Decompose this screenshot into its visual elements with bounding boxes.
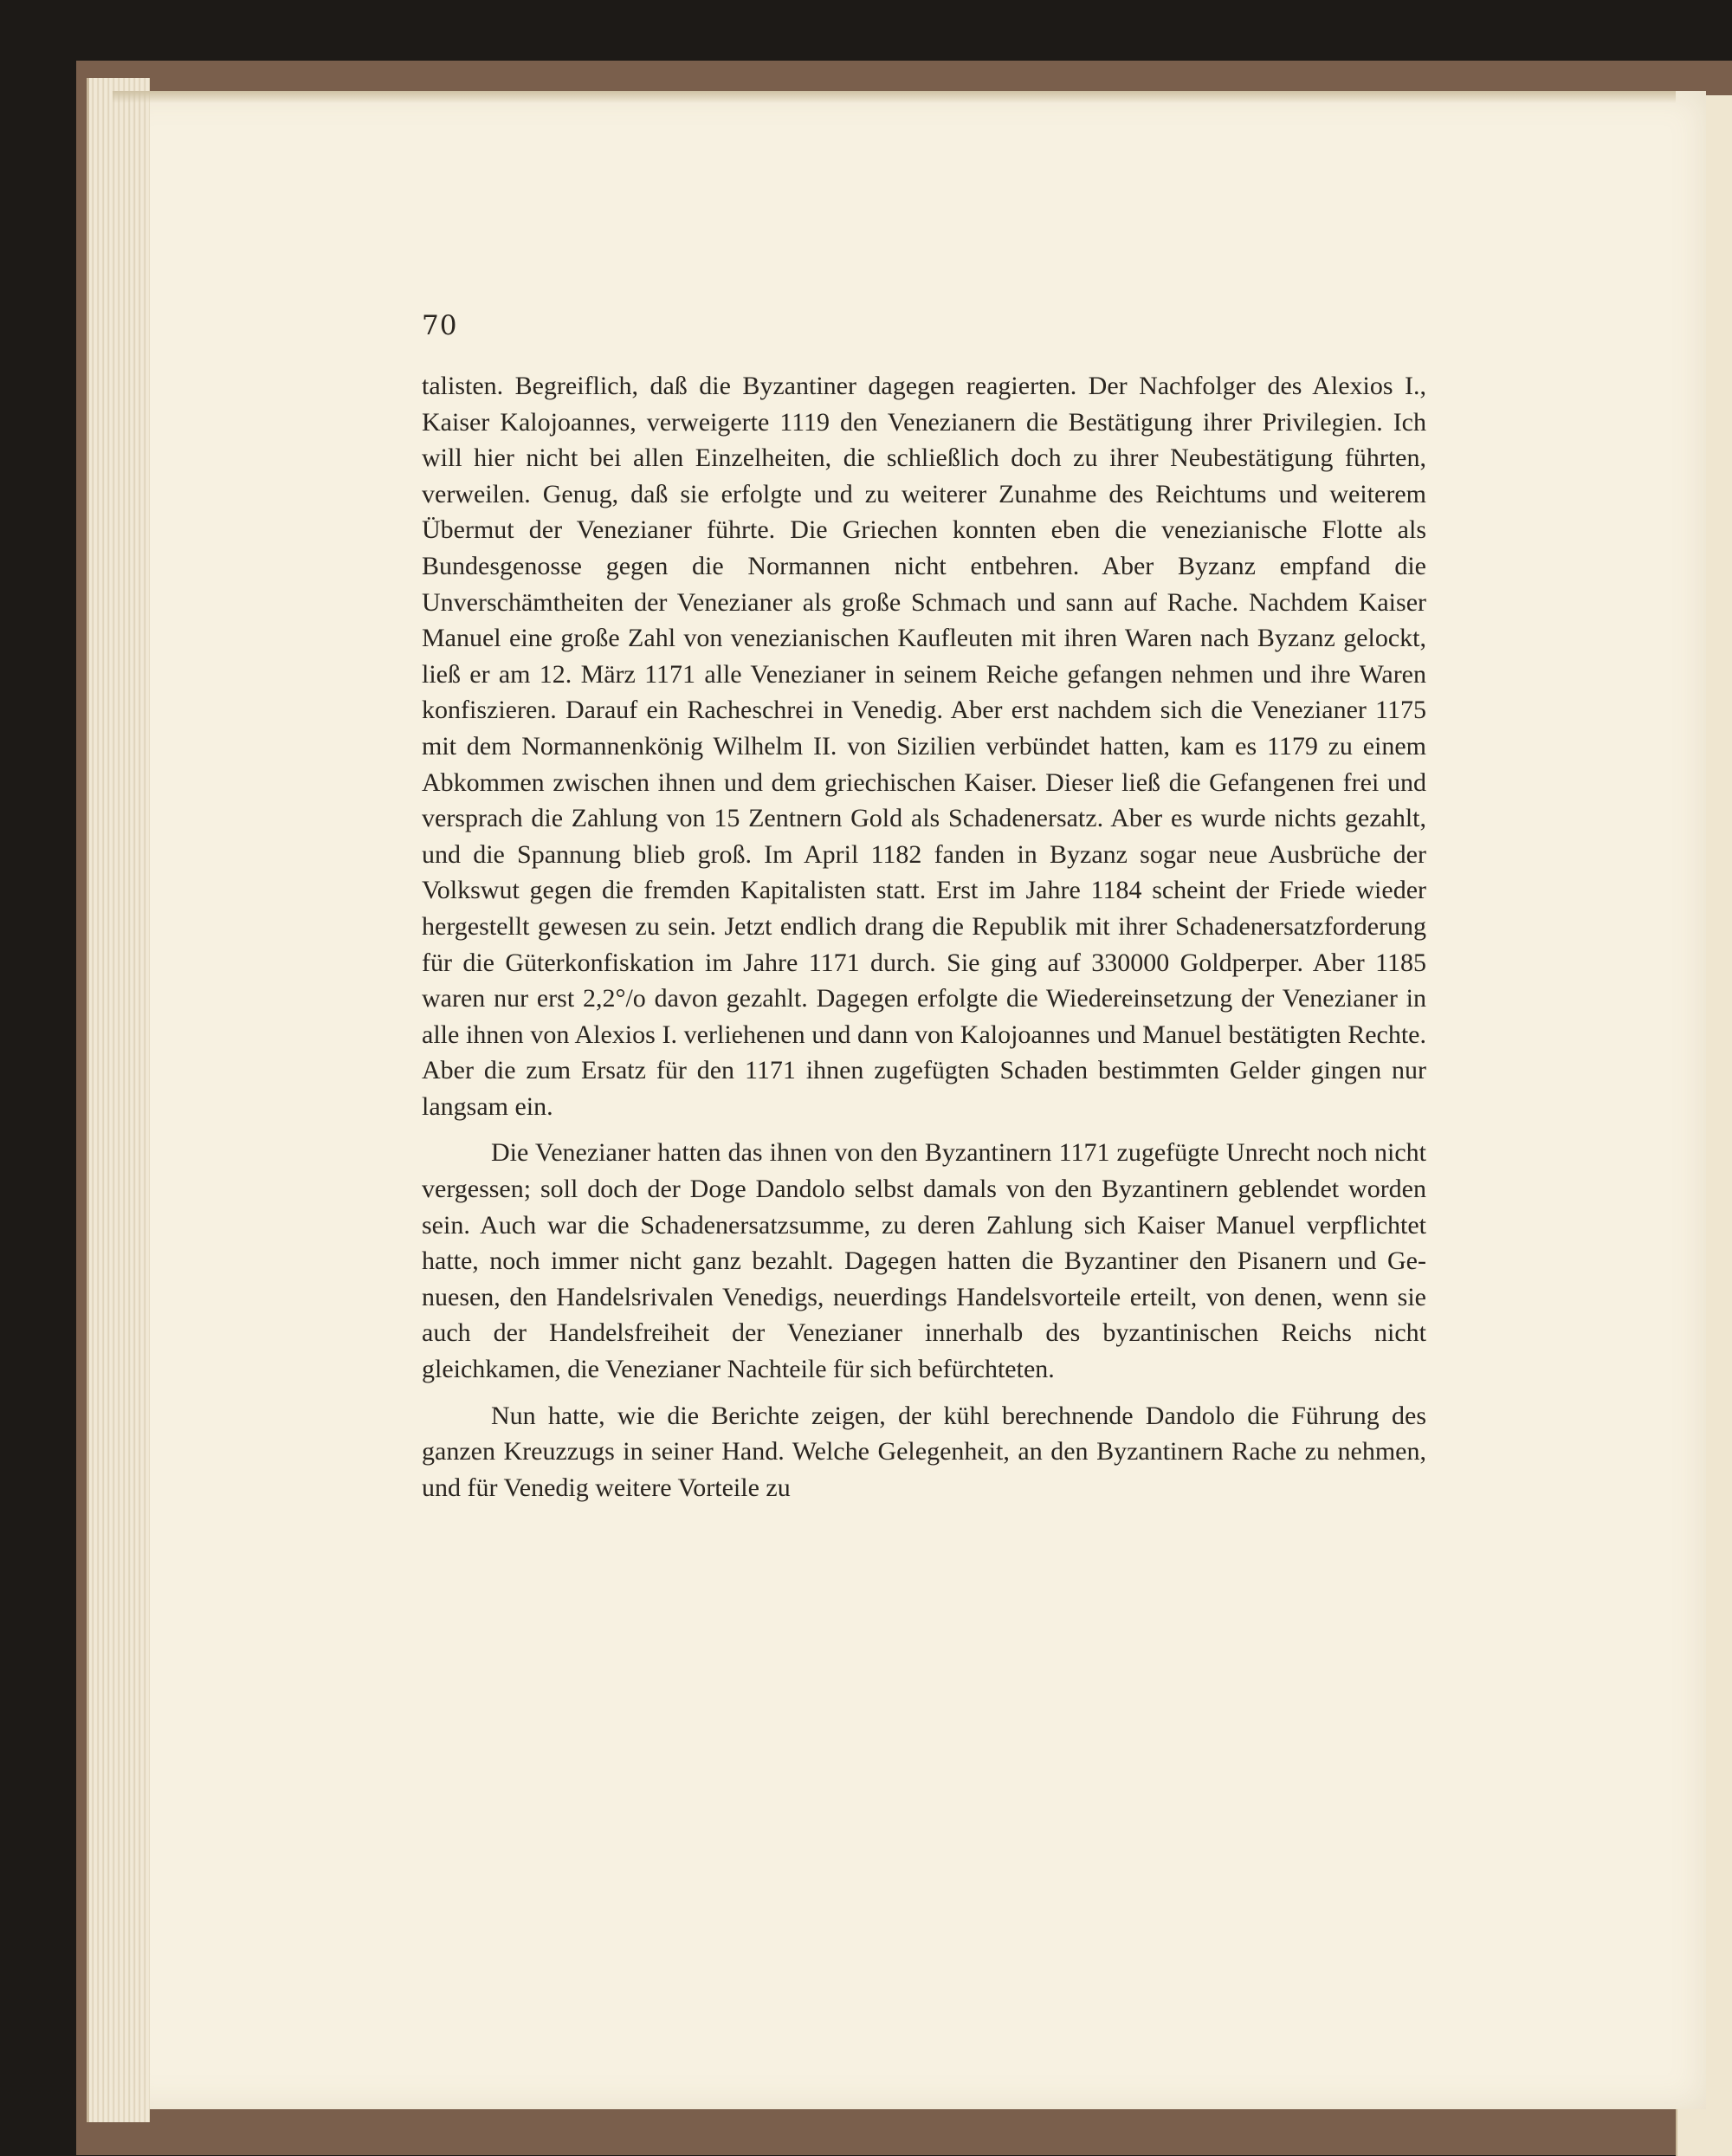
paragraph: Nun hatte, wie die Berichte zeigen, der kühl berechnende Dandolo die Führung des ganzen Kreuzzugs in seiner Hand. Welche Gelegenheit, an den Byzantinern Rache zu nehmen, und für Venedig weitere Vorteile zu	[422, 1401, 1426, 1502]
paragraph: Die Venezianer hatten das ihnen von den Byzantinern 1171 zugefügte Unrecht noch nicht vergessen; soll doch der Doge Dandolo selbst damals von den Byzantinern geblendet worden sein. Auch war die Schadenersatzsumme, zu deren Zahlung sich Kaiser Manuel verpflichtet hatte, noch immer nicht ganz bezahlt. Dagegen hatten die Byzantiner den Pisanern und Genuesen, den Handelsrivalen Venedigs, neuerdings Handelsvorteile erteilt, von denen, wenn sie auch der Handelsfreiheit der Venezianer innerhalb des byzantinischen Reichs nicht gleichkamen, die Venezianer Nachteile für sich befürchteten.	[422, 1138, 1426, 1384]
paragraph: talisten. Begreiflich, daß die Byzantiner dagegen reagierten. Der Nachfolger des Alexios I., Kaiser Kalojoannes, verweigerte 1119 den Venezianern die Bestätigung ihrer Privilegien. Ich will hier nicht bei allen Einzelheiten, die schließlich doch zu ihrer Neubestätigung führten, verweilen. Genug, daß sie erfolgte und zu weiterer Zunahme des Reichtums und weiterem Übermut der Venezianer führte. Die Griechen konnten eben die venezianische Flotte als Bundesgenosse gegen die Normannen nicht entbehren. Aber Byzanz empfand die Unverschämtheiten der Venezianer als große Schmach und sann auf Rache. Nachdem Kaiser Manuel eine große Zahl von venezianischen Kaufleuten mit ihren Waren nach Byzanz gelockt, ließ er am 12. März 1171 alle Venezianer in seinem Reiche gefangen nehmen und ihre Waren konfiszieren. Darauf ein Racheschrei in Venedig. Aber erst nachdem sich die Venezianer 1175 mit dem Normannenkönig Wilhelm II. von Sizilien verbündet hatten, kam es 1179 zu einem Abkommen zwischen ihnen und dem griechischen Kaiser. Dieser ließ die Gefangenen frei und versprach die Zahlung von 15 Zentnern Gold als Schadenersatz. Aber es wurde nichts gezahlt, und die Spannung blieb groß. Im April 1182 fanden in Byzanz sogar neue Ausbrüche der Volkswut gegen die fremden Kapitalisten statt. Erst im Jahre 1184 scheint der Friede wieder hergestellt gewesen zu sein. Jetzt endlich drang die Republik mit ihrer Schadenersatzforderung für die Güterkonfiskation im Jahre 1171 durch. Sie ging auf 330000 Goldperper. Aber 1185 waren nur erst 2,2°/o davon gezahlt. Dagegen erfolgte die Wiedereinsetzung der Venezianer in alle ihnen von Alexios I. verliehenen und dann von Kalojoannes und Manuel bestätigten Rechte. Aber die zum Ersatz für den 1171 ihnen zugefügten Schaden bestimmten Gelder gingen nur langsam ein.	[422, 372, 1426, 1121]
page-stack-edges	[87, 78, 150, 2122]
page-top-shadow	[113, 91, 1676, 103]
page-number: 70	[422, 310, 458, 341]
body-text	[422, 368, 1426, 1505]
